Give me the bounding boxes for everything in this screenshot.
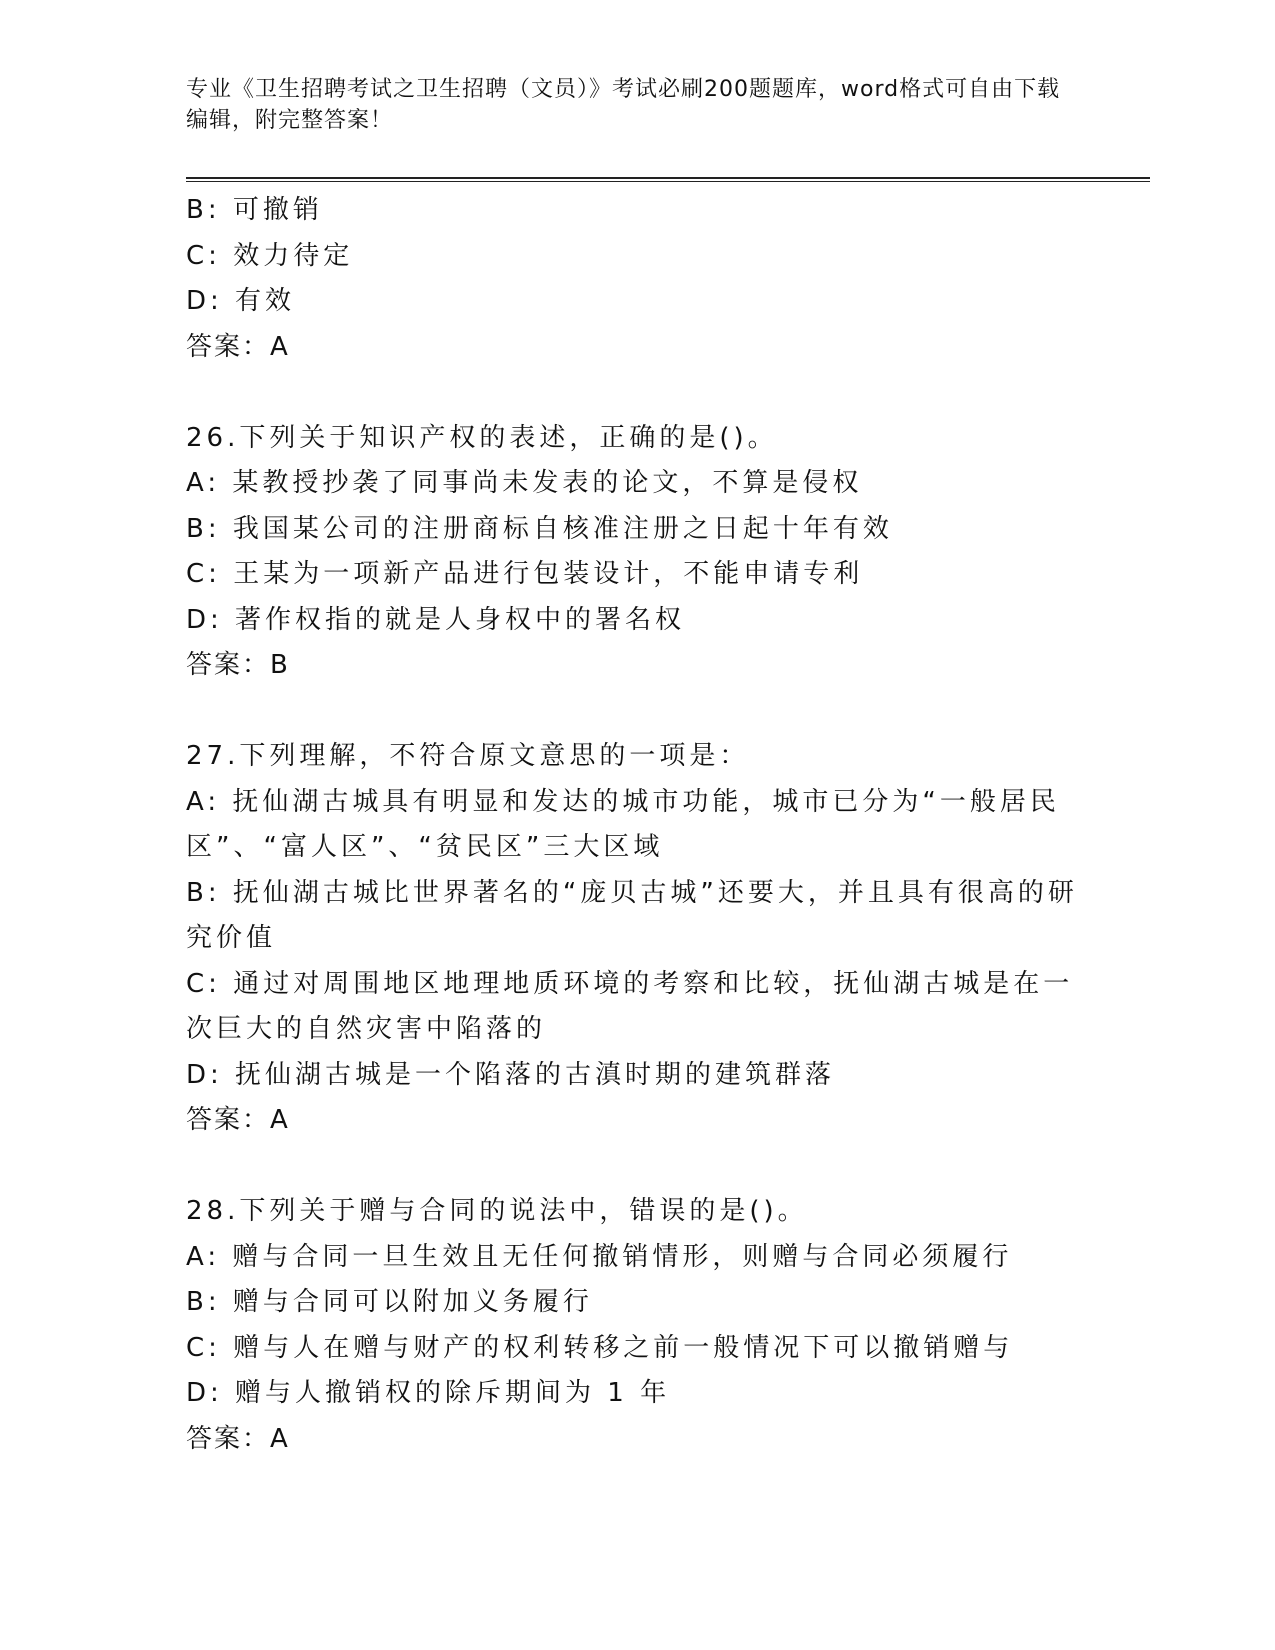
question-stem: 28.下列关于赠与合同的说法中，错误的是()。	[186, 1196, 808, 1226]
answer-line: 答案：A	[186, 1423, 290, 1454]
option-c: C: 赠与人在赠与财产的权利转移之前一般情况下可以撤销赠与	[186, 1332, 1014, 1363]
option-d: D: 有效	[186, 286, 296, 316]
option-d: D: 著作权指的就是人身权中的署名权	[186, 604, 686, 635]
option-a: A: 赠与合同一旦生效且无任何撤销情形，则赠与合同必须履行	[186, 1241, 1013, 1272]
option-a: A: 某教授抄袭了同事尚未发表的论文，不算是侵权	[186, 468, 863, 498]
option-d: D: 抚仙湖古城是一个陷落的古滇时期的建筑群落	[186, 1059, 836, 1090]
option-b: B: 赠与合同可以附加义务履行	[186, 1287, 593, 1317]
question-content	[186, 188, 1086, 1462]
document-header: 专业《卫生招聘考试之卫生招聘（文员）》考试必刷200题题库，word格式可自由下载编辑，附完整答案！	[186, 77, 1061, 133]
header-rule-thick	[186, 177, 1150, 179]
answer-line: 答案：A	[186, 1105, 290, 1135]
question-28	[186, 1189, 1086, 1462]
option-b: B: 我国某公司的注册商标自核准注册之日起十年有效	[186, 513, 893, 544]
option-c: C: 王某为一项新产品进行包装设计，不能申请专利	[186, 559, 864, 589]
question-stem: 27.下列理解，不符合原文意思的一项是：	[186, 741, 750, 771]
answer-line: 答案：B	[186, 650, 290, 680]
header-rule-thin	[186, 181, 1150, 182]
question-27	[186, 734, 1086, 1144]
option-c: C: 效力待定	[186, 240, 354, 271]
option-b: B: 抚仙湖古城比世界著名的“庞贝古城”还要大，并且具有很高的研究价值	[186, 877, 1078, 953]
option-d: D: 赠与人撤销权的除斥期间为 1 年	[186, 1378, 671, 1408]
previous-question-tail	[186, 188, 1086, 370]
question-26	[186, 416, 1086, 689]
option-c: C: 通过对周围地区地理地质环境的考察和比较，抚仙湖古城是在一次巨大的自然灾害中陷落的	[186, 968, 1074, 1044]
option-b: B: 可撤销	[186, 195, 323, 225]
answer-line: 答案：A	[186, 331, 290, 362]
option-a: A: 抚仙湖古城具有明显和发达的城市功能，城市已分为“一般居民区”、“富人区”、“贫民区”三大区域	[186, 786, 1060, 862]
question-stem: 26.下列关于知识产权的表述，正确的是()。	[186, 422, 778, 453]
